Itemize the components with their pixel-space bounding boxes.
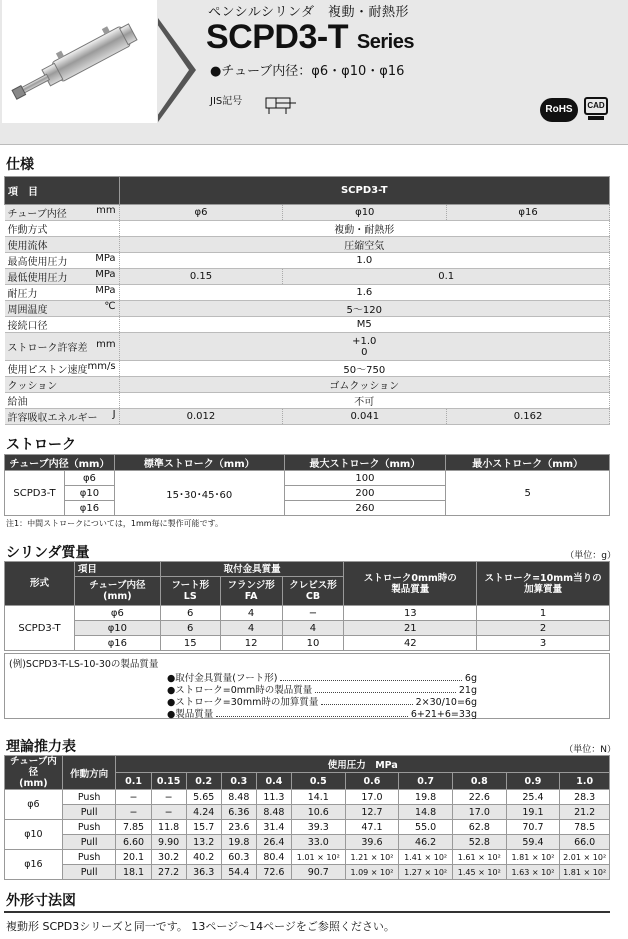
force-value: 54.4	[221, 865, 256, 880]
force-bore: φ16	[5, 850, 63, 880]
force-value: 80.4	[256, 850, 291, 865]
spec-value: 1.0	[119, 253, 609, 269]
mass-ls: 15	[160, 636, 220, 651]
example-value: 21g	[458, 685, 477, 696]
spec-unit: ℃	[104, 301, 116, 312]
stroke-bore: φ16	[64, 501, 114, 516]
spec-title: 仕様	[6, 157, 34, 173]
mass-table	[4, 561, 610, 651]
example-value: 2×30/10=6g	[415, 697, 477, 708]
spec-unit: MPa	[95, 285, 116, 296]
spec-row	[5, 237, 610, 253]
spec-label: クッション	[7, 381, 58, 392]
stroke-max: 200	[284, 486, 446, 501]
spec-label-cell	[5, 237, 120, 253]
force-value: 19.1	[506, 805, 560, 820]
force-value: 6.60	[116, 835, 151, 850]
force-value: 14.8	[399, 805, 453, 820]
spec-row	[5, 361, 610, 377]
spec-label: 最高使用圧力	[7, 257, 68, 268]
spec-value: ゴムクッション	[119, 377, 609, 393]
mass-header-bore: チューブ内径 (mm)	[74, 577, 160, 606]
force-pressure: 0.8	[452, 773, 506, 790]
spec-row	[5, 221, 610, 237]
stroke-max: 260	[284, 501, 446, 516]
force-value: 1.61 × 10²	[452, 850, 506, 865]
force-value: 31.4	[256, 820, 291, 835]
force-value: 15.7	[186, 820, 221, 835]
spec-value: 0.041	[283, 409, 447, 425]
force-value: 19.8	[221, 835, 256, 850]
force-value: 11.3	[256, 790, 291, 805]
jis-symbol-icon	[258, 94, 298, 116]
spec-label: 許容吸収エネルギー	[7, 413, 98, 424]
spec-label-cell	[5, 393, 120, 409]
force-pressure: 0.4	[256, 773, 291, 790]
force-value: 30.2	[151, 850, 186, 865]
force-header-direction: 作動方向	[62, 756, 116, 790]
force-value: 62.8	[452, 820, 506, 835]
force-value: 1.27 × 10²	[399, 865, 453, 880]
spec-label-cell	[5, 409, 120, 425]
force-value: 19.8	[399, 790, 453, 805]
force-bore: φ6	[5, 790, 63, 820]
mass-header-type: 形式	[5, 562, 75, 606]
force-value: −	[151, 790, 186, 805]
spec-table	[4, 176, 610, 425]
mass-header-cb: クレビス形 CB	[282, 577, 344, 606]
spec-value: 圧縮空気	[119, 237, 609, 253]
spec-label: 最低使用圧力	[7, 273, 68, 284]
force-value: 14.1	[291, 790, 345, 805]
spec-label: 使用流体	[7, 241, 48, 252]
cylinder-image	[2, 0, 157, 123]
force-table	[4, 755, 610, 880]
force-pressure: 0.6	[345, 773, 399, 790]
force-value: 27.2	[151, 865, 186, 880]
mass-example	[4, 653, 610, 719]
mass-header-item: 項目	[74, 562, 160, 577]
stroke-standard: 15･30･45･60	[114, 471, 284, 516]
spec-label: 作動方式	[7, 225, 48, 236]
force-value: −	[116, 790, 151, 805]
spec-unit: mm	[96, 339, 116, 350]
force-row	[5, 790, 610, 805]
stroke-min: 5	[446, 471, 610, 516]
spec-unit: J	[112, 409, 116, 420]
spec-value: φ6	[119, 205, 283, 221]
spec-value: 50～750	[119, 361, 609, 377]
force-value: 20.1	[116, 850, 151, 865]
spec-label-cell	[5, 253, 120, 269]
mass-zero: 13	[344, 606, 477, 621]
header	[0, 0, 628, 145]
force-direction: Push	[62, 820, 116, 835]
force-value: 59.4	[506, 835, 560, 850]
force-value: 39.6	[345, 835, 399, 850]
force-value: 12.7	[345, 805, 399, 820]
force-direction: Pull	[62, 865, 116, 880]
mass-zero: 21	[344, 621, 477, 636]
mass-cb: 10	[282, 636, 344, 651]
force-value: 26.4	[256, 835, 291, 850]
spec-row	[5, 269, 610, 285]
spec-row	[5, 285, 610, 301]
example-key: ●ストローク=30mm時の加算質量	[167, 697, 319, 708]
force-value: 1.01 × 10²	[291, 850, 345, 865]
mass-add: 3	[477, 636, 610, 651]
mass-title: シリンダ質量	[6, 545, 90, 561]
force-value: 40.2	[186, 850, 221, 865]
force-pressure: 0.15	[151, 773, 186, 790]
spec-row	[5, 333, 610, 361]
example-title: (例)SCPD3-T-LS-10-30の製品質量	[9, 659, 159, 670]
stroke-model: SCPD3-T	[5, 471, 65, 516]
force-header-pressure: 使用圧力 MPa	[116, 756, 610, 773]
force-value: 36.3	[186, 865, 221, 880]
force-value: 17.0	[452, 805, 506, 820]
stroke-header-max: 最大ストローク（mm）	[284, 455, 446, 471]
spec-unit: mm/s	[87, 361, 116, 372]
spec-label-cell	[5, 205, 120, 221]
spec-label-cell	[5, 269, 120, 285]
force-value: 28.3	[560, 790, 610, 805]
force-value: 60.3	[221, 850, 256, 865]
product-photo	[2, 0, 157, 123]
spec-unit: MPa	[95, 269, 116, 280]
spec-label-cell	[5, 301, 120, 317]
spec-row	[5, 253, 610, 269]
mass-row	[5, 621, 610, 636]
force-value: 55.0	[399, 820, 453, 835]
spec-label-cell	[5, 221, 120, 237]
rohs-badge: RoHS	[540, 98, 578, 122]
spec-value: 複動・耐熱形	[119, 221, 609, 237]
force-value: 1.81 × 10²	[560, 865, 610, 880]
stroke-header-min: 最小ストローク（mm）	[446, 455, 610, 471]
spec-value: M5	[119, 317, 609, 333]
mass-fa: 12	[220, 636, 282, 651]
outline-text: 複動形 SCPD3シリーズと同一です。 13ページ～14ページをご参照ください。	[6, 920, 395, 933]
force-pressure: 0.5	[291, 773, 345, 790]
mass-fa: 4	[220, 606, 282, 621]
force-value: −	[151, 805, 186, 820]
spec-value-lower: 0	[361, 346, 368, 358]
force-value: 33.0	[291, 835, 345, 850]
force-pressure: 0.2	[186, 773, 221, 790]
force-value: 72.6	[256, 865, 291, 880]
force-title: 理論推力表	[6, 739, 76, 755]
force-value: 8.48	[221, 790, 256, 805]
force-value: 22.6	[452, 790, 506, 805]
stroke-header-standard: 標準ストローク（mm）	[114, 455, 284, 471]
force-value: 1.81 × 10²	[506, 850, 560, 865]
force-value: 7.85	[116, 820, 151, 835]
example-key: ●取付金具質量(フート形)	[167, 673, 278, 684]
spec-label: ストローク許容差	[7, 343, 88, 354]
spec-label: 耐圧力	[7, 289, 38, 300]
force-value: 1.21 × 10²	[345, 850, 399, 865]
force-value: 1.41 × 10²	[399, 850, 453, 865]
mass-zero: 42	[344, 636, 477, 651]
stroke-bore: φ6	[64, 471, 114, 486]
force-unit: （単位：N）	[564, 745, 616, 755]
spec-unit: MPa	[95, 253, 116, 264]
spec-value: φ16	[447, 205, 610, 221]
spec-label-cell	[5, 377, 120, 393]
spec-label: 接続口径	[7, 321, 48, 332]
tube-bore-list: ●チューブ内径：φ6・φ10・φ16	[210, 64, 405, 79]
force-value: 18.1	[116, 865, 151, 880]
mass-ls: 6	[160, 621, 220, 636]
spec-label-cell	[5, 333, 120, 361]
force-value: 21.2	[560, 805, 610, 820]
spec-row	[5, 301, 610, 317]
mass-row	[5, 636, 610, 651]
spec-value: 5～120	[119, 301, 609, 317]
spec-value-upper: +1.0	[352, 335, 377, 347]
spec-label-cell	[5, 285, 120, 301]
example-value: 6g	[464, 673, 477, 684]
force-value: 4.24	[186, 805, 221, 820]
mass-header-mount: 取付金具質量	[160, 562, 344, 577]
force-value: 8.48	[256, 805, 291, 820]
spec-label-cell	[5, 361, 120, 377]
spec-label: 使用ピストン速度	[7, 365, 88, 376]
example-key: ●ストローク=0mm時の製品質量	[167, 685, 313, 696]
spec-unit: mm	[96, 205, 116, 216]
mass-header-fa: フランジ形 FA	[220, 577, 282, 606]
spec-row	[5, 205, 610, 221]
outline-title: 外形寸法図	[6, 893, 76, 909]
mass-model: SCPD3-T	[5, 606, 75, 651]
force-direction: Pull	[62, 805, 116, 820]
force-value: 52.8	[452, 835, 506, 850]
force-value: 39.3	[291, 820, 345, 835]
spec-value: 0.012	[119, 409, 283, 425]
mass-header-zero: ストローク0mm時の 製品質量	[344, 562, 477, 606]
spec-row	[5, 317, 610, 333]
force-pressure: 0.3	[221, 773, 256, 790]
force-value: 25.4	[506, 790, 560, 805]
mass-bore: φ6	[74, 606, 160, 621]
force-row	[5, 820, 610, 835]
spec-row	[5, 409, 610, 425]
mass-add: 1	[477, 606, 610, 621]
force-value: 1.45 × 10²	[452, 865, 506, 880]
force-direction: Pull	[62, 835, 116, 850]
force-value: 23.6	[221, 820, 256, 835]
force-value: −	[116, 805, 151, 820]
spec-value: 不可	[119, 393, 609, 409]
force-direction: Push	[62, 850, 116, 865]
example-value: 6+21+6=33g	[410, 709, 477, 720]
mass-header-ls: フート形 LS	[160, 577, 220, 606]
page-title: SCPD3-T Series	[206, 18, 414, 56]
spec-label: 周囲温度	[7, 305, 48, 316]
force-row	[5, 835, 610, 850]
force-pressure: 0.7	[399, 773, 453, 790]
spec-label: 給油	[7, 397, 28, 408]
force-value: 11.8	[151, 820, 186, 835]
force-value: 10.6	[291, 805, 345, 820]
force-bore: φ10	[5, 820, 63, 850]
stroke-table	[4, 454, 610, 516]
force-value: 13.2	[186, 835, 221, 850]
spec-value	[119, 333, 609, 361]
force-value: 47.1	[345, 820, 399, 835]
force-value: 70.7	[506, 820, 560, 835]
force-header-bore: チューブ内径 (mm)	[5, 756, 63, 790]
force-value: 1.63 × 10²	[506, 865, 560, 880]
force-value: 5.65	[186, 790, 221, 805]
force-value: 46.2	[399, 835, 453, 850]
mass-add: 2	[477, 621, 610, 636]
force-pressure: 0.1	[116, 773, 151, 790]
spec-value: 0.162	[447, 409, 610, 425]
spec-header-model: SCPD3-T	[119, 177, 609, 205]
stroke-max: 100	[284, 471, 446, 486]
example-row	[167, 706, 477, 720]
spec-row	[5, 393, 610, 409]
force-row	[5, 850, 610, 865]
spec-row	[5, 377, 610, 393]
example-key: ●製品質量	[167, 709, 214, 720]
spec-value: 1.6	[119, 285, 609, 301]
stroke-bore: φ10	[64, 486, 114, 501]
spec-label-cell	[5, 317, 120, 333]
force-direction: Push	[62, 790, 116, 805]
mass-fa: 4	[220, 621, 282, 636]
jis-label: JIS記号	[210, 96, 243, 107]
mass-cb: 4	[282, 621, 344, 636]
force-pressure: 1.0	[560, 773, 610, 790]
spec-header-item: 項 目	[5, 177, 120, 205]
force-row	[5, 865, 610, 880]
mass-bore: φ10	[74, 621, 160, 636]
force-row	[5, 805, 610, 820]
spec-label: チューブ内径	[7, 209, 67, 220]
force-value: 90.7	[291, 865, 345, 880]
mass-ls: 6	[160, 606, 220, 621]
spec-value: 0.15	[119, 269, 283, 285]
spec-value: φ10	[283, 205, 447, 221]
stroke-header-bore: チューブ内径（mm）	[5, 455, 115, 471]
mass-header-add: ストローク=10mm当りの 加算質量	[477, 562, 610, 606]
header-subtitle: ペンシルシリンダ 複動・耐熱形	[208, 5, 410, 20]
force-value: 6.36	[221, 805, 256, 820]
mass-unit: （単位：g）	[565, 551, 616, 561]
mass-bore: φ16	[74, 636, 160, 651]
stroke-note: 注1：中間ストロークについては，1mm毎に製作可能です。	[6, 519, 223, 528]
force-value: 1.09 × 10²	[345, 865, 399, 880]
stroke-title: ストローク	[6, 437, 76, 453]
spec-value: 0.1	[283, 269, 610, 285]
cad-icon: CAD	[584, 97, 608, 121]
force-pressure: 0.9	[506, 773, 560, 790]
mass-cb: −	[282, 606, 344, 621]
force-value: 9.90	[151, 835, 186, 850]
force-value: 17.0	[345, 790, 399, 805]
mass-row	[5, 606, 610, 621]
force-value: 2.01 × 10²	[560, 850, 610, 865]
force-value: 66.0	[560, 835, 610, 850]
force-value: 78.5	[560, 820, 610, 835]
